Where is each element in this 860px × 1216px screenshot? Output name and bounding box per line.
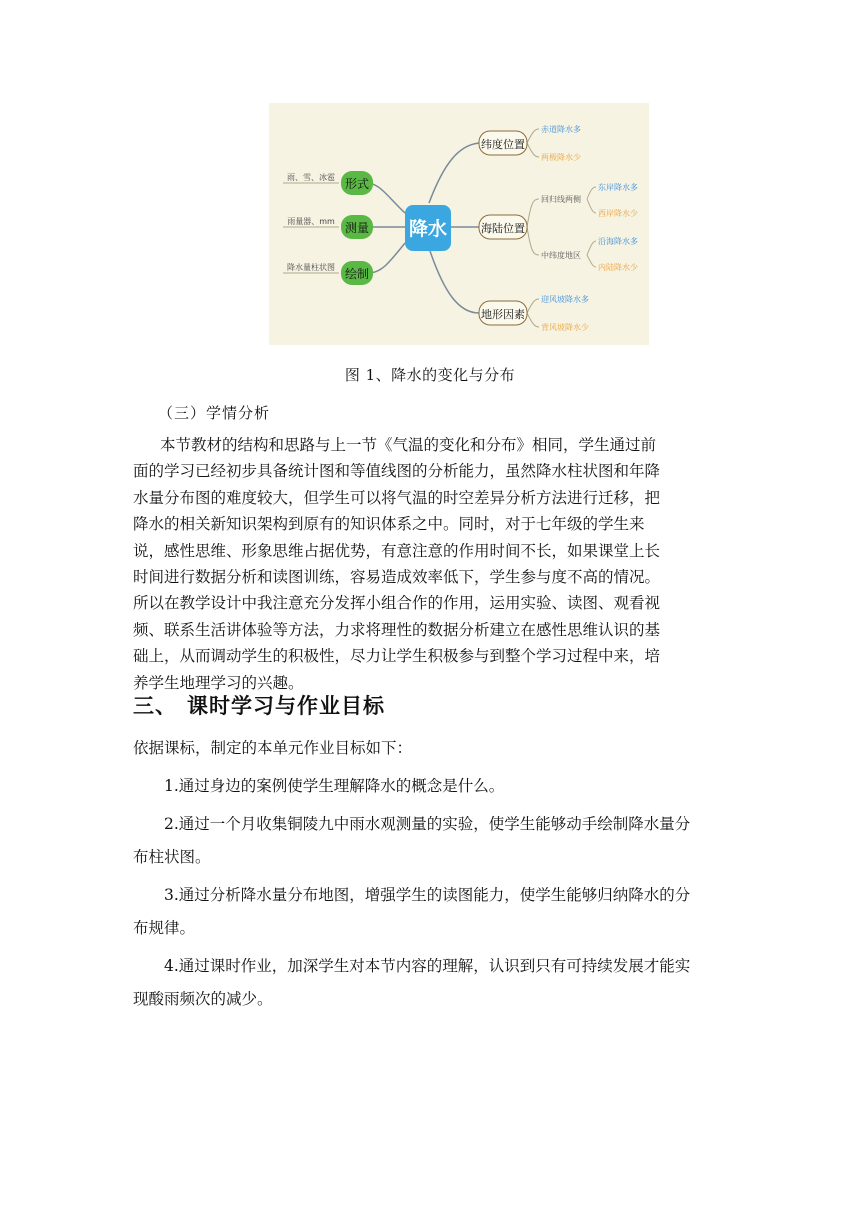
- center-node-label: 降水: [408, 218, 448, 240]
- paragraph-line: 频、联系生活讲体验等方法，力求将理性的数据分析建立在感性思维认识的基: [133, 620, 661, 639]
- mind-map-svg: [269, 103, 649, 345]
- left-node-form-label: 形式: [344, 177, 370, 191]
- paragraph-line: 水量分布图的难度较大，但学生可以将气温的时空差异分析方法进行迁移，把: [133, 488, 661, 507]
- left-node-measure-label: 测量: [344, 221, 370, 235]
- figure-caption: 图 1、降水的变化与分布: [344, 366, 516, 384]
- paragraph-line: 本节教材的结构和思路与上一节《气温的变化和分布》相同，学生通过前: [160, 436, 657, 454]
- paragraph-line: 时间进行数据分析和读图训练，容易造成效率低下，学生参与度不高的情况。: [133, 567, 661, 586]
- left-node-measure-note: 雨量器、mm: [287, 217, 335, 226]
- goals-list: [133, 770, 755, 1021]
- goal-item: [133, 808, 755, 874]
- goal-line: 2.通过一个月收集铜陵九中雨水观测量的实验，使学生能够动手绘制降水量分: [164, 815, 691, 833]
- leaf-windward: 迎风坡降水多: [541, 295, 589, 304]
- goal-line: 布柱状图。: [133, 848, 211, 866]
- paragraph-line: 降水的相关新知识架构到原有的知识体系之中。同时，对于七年级的学生来: [133, 515, 645, 534]
- paragraph-line: 所以在教学设计中我注意充分发挥小组合作的作用，运用实验、读图、观看视: [133, 594, 661, 613]
- leaf-equator: 赤道降水多: [541, 125, 581, 134]
- sub-tropics: 回归线两侧: [541, 195, 581, 204]
- section-heading-text: 课时学习与作业目标: [187, 694, 385, 718]
- goal-line: 布规律。: [133, 919, 196, 937]
- analysis-paragraph: [133, 432, 728, 696]
- leaf-inland: 内陆降水少: [598, 263, 638, 272]
- mind-map-figure: [269, 103, 649, 345]
- paragraph-line: 础上，从而调动学生的积极性，尽力让学生积极参与到整个学习过程中来，培: [133, 647, 661, 666]
- goal-line: 4.通过课时作业，加深学生对本节内容的理解，认识到只有可持续发展才能实: [164, 957, 691, 975]
- goal-item: [133, 879, 755, 945]
- right-node-land-sea-label: 海陆位置: [481, 222, 525, 235]
- section-heading: [133, 690, 385, 720]
- paragraph-line: 说，感性思维、形象思维占据优势，有意注意的作用时间不长，如果课堂上长: [133, 541, 661, 560]
- left-node-draw-note: 降水量柱状图: [287, 263, 335, 272]
- paragraph-line: 面的学习已经初步具备统计图和等值线图的分析能力，虽然降水柱状图和年降: [133, 462, 661, 481]
- goal-line: 3.通过分析降水量分布地图，增强学生的读图能力，使学生能够归纳降水的分: [164, 886, 691, 904]
- leaf-poles: 两极降水少: [541, 153, 581, 162]
- goal-line: 1.通过身边的案例使学生理解降水的概念是什么。: [164, 777, 505, 795]
- leaf-west-coast: 西岸降水少: [598, 209, 638, 218]
- sub-midlat: 中纬度地区: [541, 251, 581, 260]
- right-node-latitude-label: 纬度位置: [481, 138, 525, 151]
- left-node-form-note: 雨、雪、冰雹: [287, 173, 335, 182]
- leaf-east-coast: 东岸降水多: [598, 183, 638, 192]
- right-node-terrain-label: 地形因素: [481, 308, 525, 321]
- paragraph-line: 养学生地理学习的兴趣。: [133, 673, 304, 692]
- goal-line: 现酸雨频次的减少。: [133, 990, 273, 1008]
- left-node-draw-label: 绘制: [344, 267, 370, 281]
- goal-item: [133, 950, 755, 1016]
- goals-intro: 依据课标，制定的本单元作业目标如下：: [133, 739, 413, 757]
- goal-item: [133, 770, 755, 803]
- section-heading-number: 三、: [133, 694, 177, 718]
- section-subheading: （三）学情分析: [158, 404, 271, 422]
- leaf-leeward: 背风坡降水少: [541, 323, 589, 332]
- leaf-coastal: 沿海降水多: [598, 237, 638, 246]
